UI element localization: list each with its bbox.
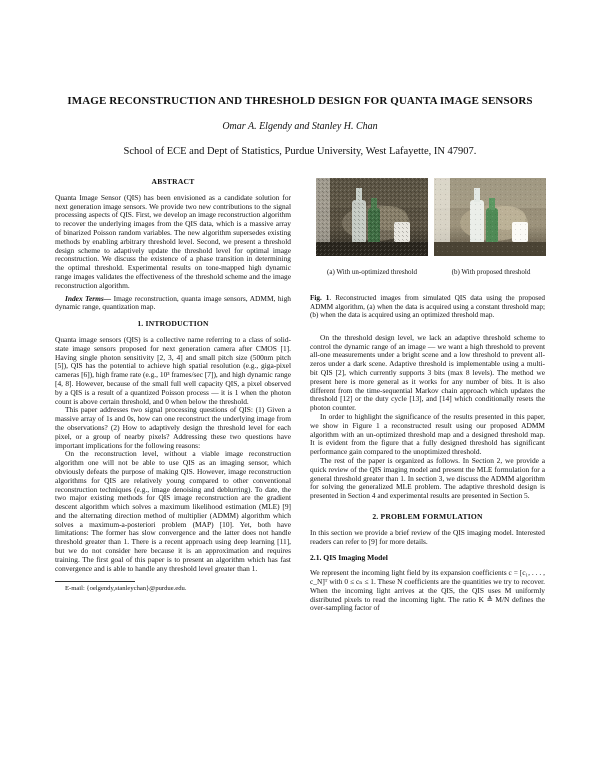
problem-formulation-heading: 2. PROBLEM FORMULATION: [372, 511, 483, 521]
paper-affiliation: School of ECE and Dept of Statistics, Purdue University, West Lafayette, IN 47907.: [123, 146, 477, 157]
right-column: [310, 178, 545, 613]
index-terms-text: Image reconstruction, quanta image sensors, ADMM, high dynamic range, quantization map.: [55, 293, 291, 312]
qis-imaging-model-heading: 2.1. QIS Imaging Model: [310, 553, 388, 563]
paper-authors: Omar A. Elgendy and Stanley H. Chan: [222, 121, 378, 132]
figure-1b-image: [434, 178, 546, 256]
paper-title: IMAGE RECONSTRUCTION AND THRESHOLD DESIGN FOR QUANTA IMAGE SENSORS: [67, 95, 533, 107]
intro-paragraph-2: This paper addresses two signal processing questions of QIS: (1) Given a massive array of 1s and 0s, how can one reconstruct the underlying image from the observations? (2) How to adaptively design the threshold level for each pixel, or a group of nearby pixels? Addressing these two questions have important implications for the following reasons:: [55, 405, 291, 450]
index-terms-label: Index Terms—: [65, 293, 112, 303]
figure-1b-caption: (b) With proposed threshold: [451, 268, 531, 276]
figure-1a-caption: (a) With un-optimized threshold: [327, 268, 417, 276]
figure-1-caption: [310, 294, 545, 320]
footnote-email: E-mail: {oelgendy,stanleychan}@purdue.edu.: [65, 585, 187, 593]
footnote-rule: [55, 581, 135, 582]
abstract-text: Quanta Image Sensor (QIS) has been envisioned as a candidate solution for next generation image sensors. We provide two new contributions to the signal processing aspects of QIS. First, we develop an image reconstruction algorithm to recover the underlying images from the QIS data, which is a massive array of binarized Poisson random variables. The new algorithm supersedes existing methods by enabling arbitrary threshold level. Second, we present a threshold design scheme to adaptively update the threshold level for optimal image reconstruction. We discuss the existence of a phase transition in determining the optimal threshold. Experimental results on tone-mapped high dynamic range images validates the effectiveness of the threshold scheme and the image reconstruction algorithm.: [55, 192, 291, 290]
index-terms: [55, 295, 291, 313]
right-paragraph-2: In order to highlight the significance of the results presented in this paper, we show in Figure 1 a reconstructed result using our proposed ADMM algorithm with an un-optimized threshold map and a designed threshold map. It is evident from the figure that a fully designed threshold has significant performance gain compared to the unoptimized threshold.: [310, 411, 545, 457]
abstract-heading: ABSTRACT: [151, 177, 195, 186]
figure-1a-image: [316, 178, 428, 256]
intro-paragraph-3: On the reconstruction level, without a viable image reconstruction algorithm one will not be able to use QIS as an imaging sensor, which obviously defeats the purpose of making QIS. However, image reconstruction algorithms for QIS are relatively young compared to other conventional reconstruction techniques (e.g., image denoising and deblurring). To date, the two major existing methods for QIS image reconstruction are the gradient descent algorithm which solves a maximum likelihood estimation (MLE) [9] and the alternating direction method of multiplier (ADMM) algorithm which solves a maximum-a-posteriori problem (MAP) [10]. Yet, both have limitations: The former has slow convergence and the latter does not handle threshold greater than 1. There is a recent approach using deep learning [11], but we do not consider here because it is an approximation and requires training. The first goal of this paper is to present an algorithm which has fast convergence and is able to handle any threshold level greater than 1.: [55, 449, 291, 573]
figure-1: [310, 178, 545, 294]
right-paragraph-3: The rest of the paper is organized as follows. In Section 2, we provide a quick review of the QIS imaging model and present the MLE formulation for a general threshold greater than 1. In section 3, we discuss the ADMM algorithm for solving the generalized MLE problem. The adaptive threshold design is presented in Section 4 and experimental results are presented in Section 5.: [310, 455, 545, 501]
figure-1-caption-text: . Reconstructed images from simulated QIS data using the proposed ADMM algorithm, (a) when the data is acquired using a constant threshold map; (b) when the data is acquired using an optimized threshold map.: [310, 294, 545, 320]
introduction-heading: 1. INTRODUCTION: [137, 319, 209, 329]
intro-paragraph-1: Quanta image sensors (QIS) is a collective name referring to a class of solid-state image sensors proposed for next generation camera after CMOS [1]. Having single photon sensitivity [2, 3, 4] and small pitch size (500nm pitch [5]), QIS has the potential to achieve high spatial resolution (e.g., giga-pixel cameras [6]), high frame rate (e.g., 10³ frames/sec [7]), and high dynamic range [4, 8]. However, because of the small full well capacity QIS, a pixel observed by a QIS is a result of a quantized Poisson process — it is 1 when the photon count is above certain threshold, and 0 when below the threshold.: [55, 334, 291, 406]
left-column: [55, 178, 291, 593]
figure-1-label: Fig. 1: [310, 294, 330, 302]
problem-formulation-paragraph-2: We represent the incoming light field by its expansion coefficients c = [c₁, . . . , c_N]ᵀ with 0 ≤ cₙ ≤ 1. These N coefficients are the quantities we try to recover. When the incoming light arrives at the QIS, the QIS uses M uniformly distributed pixels to read the incoming light. The ratio K ≙ M/N defines the over-sampling factor of: [310, 568, 545, 613]
problem-formulation-paragraph-1: In this section we provide a brief review of the QIS imaging model. Interested readers can refer to [9] for more details.: [310, 527, 545, 546]
right-paragraph-1: On the threshold design level, we lack an adaptive threshold scheme to control the dynamic range of an image — we want a high threshold to prevent all-one measurements under a bright scene and a low threshold to prevent all-zeros under a dark scene. Adaptive threshold is implementable using a multi-bit QIS [2], which currently supports 3 bits (max 8 levels). The method we present here is more general as it works for any number of bits. It is also different from the time-sequential Markov chain approach which updates the threshold [12] or the duty cycle [13], and [14] which conditionally resets the photon counter.: [310, 332, 545, 413]
